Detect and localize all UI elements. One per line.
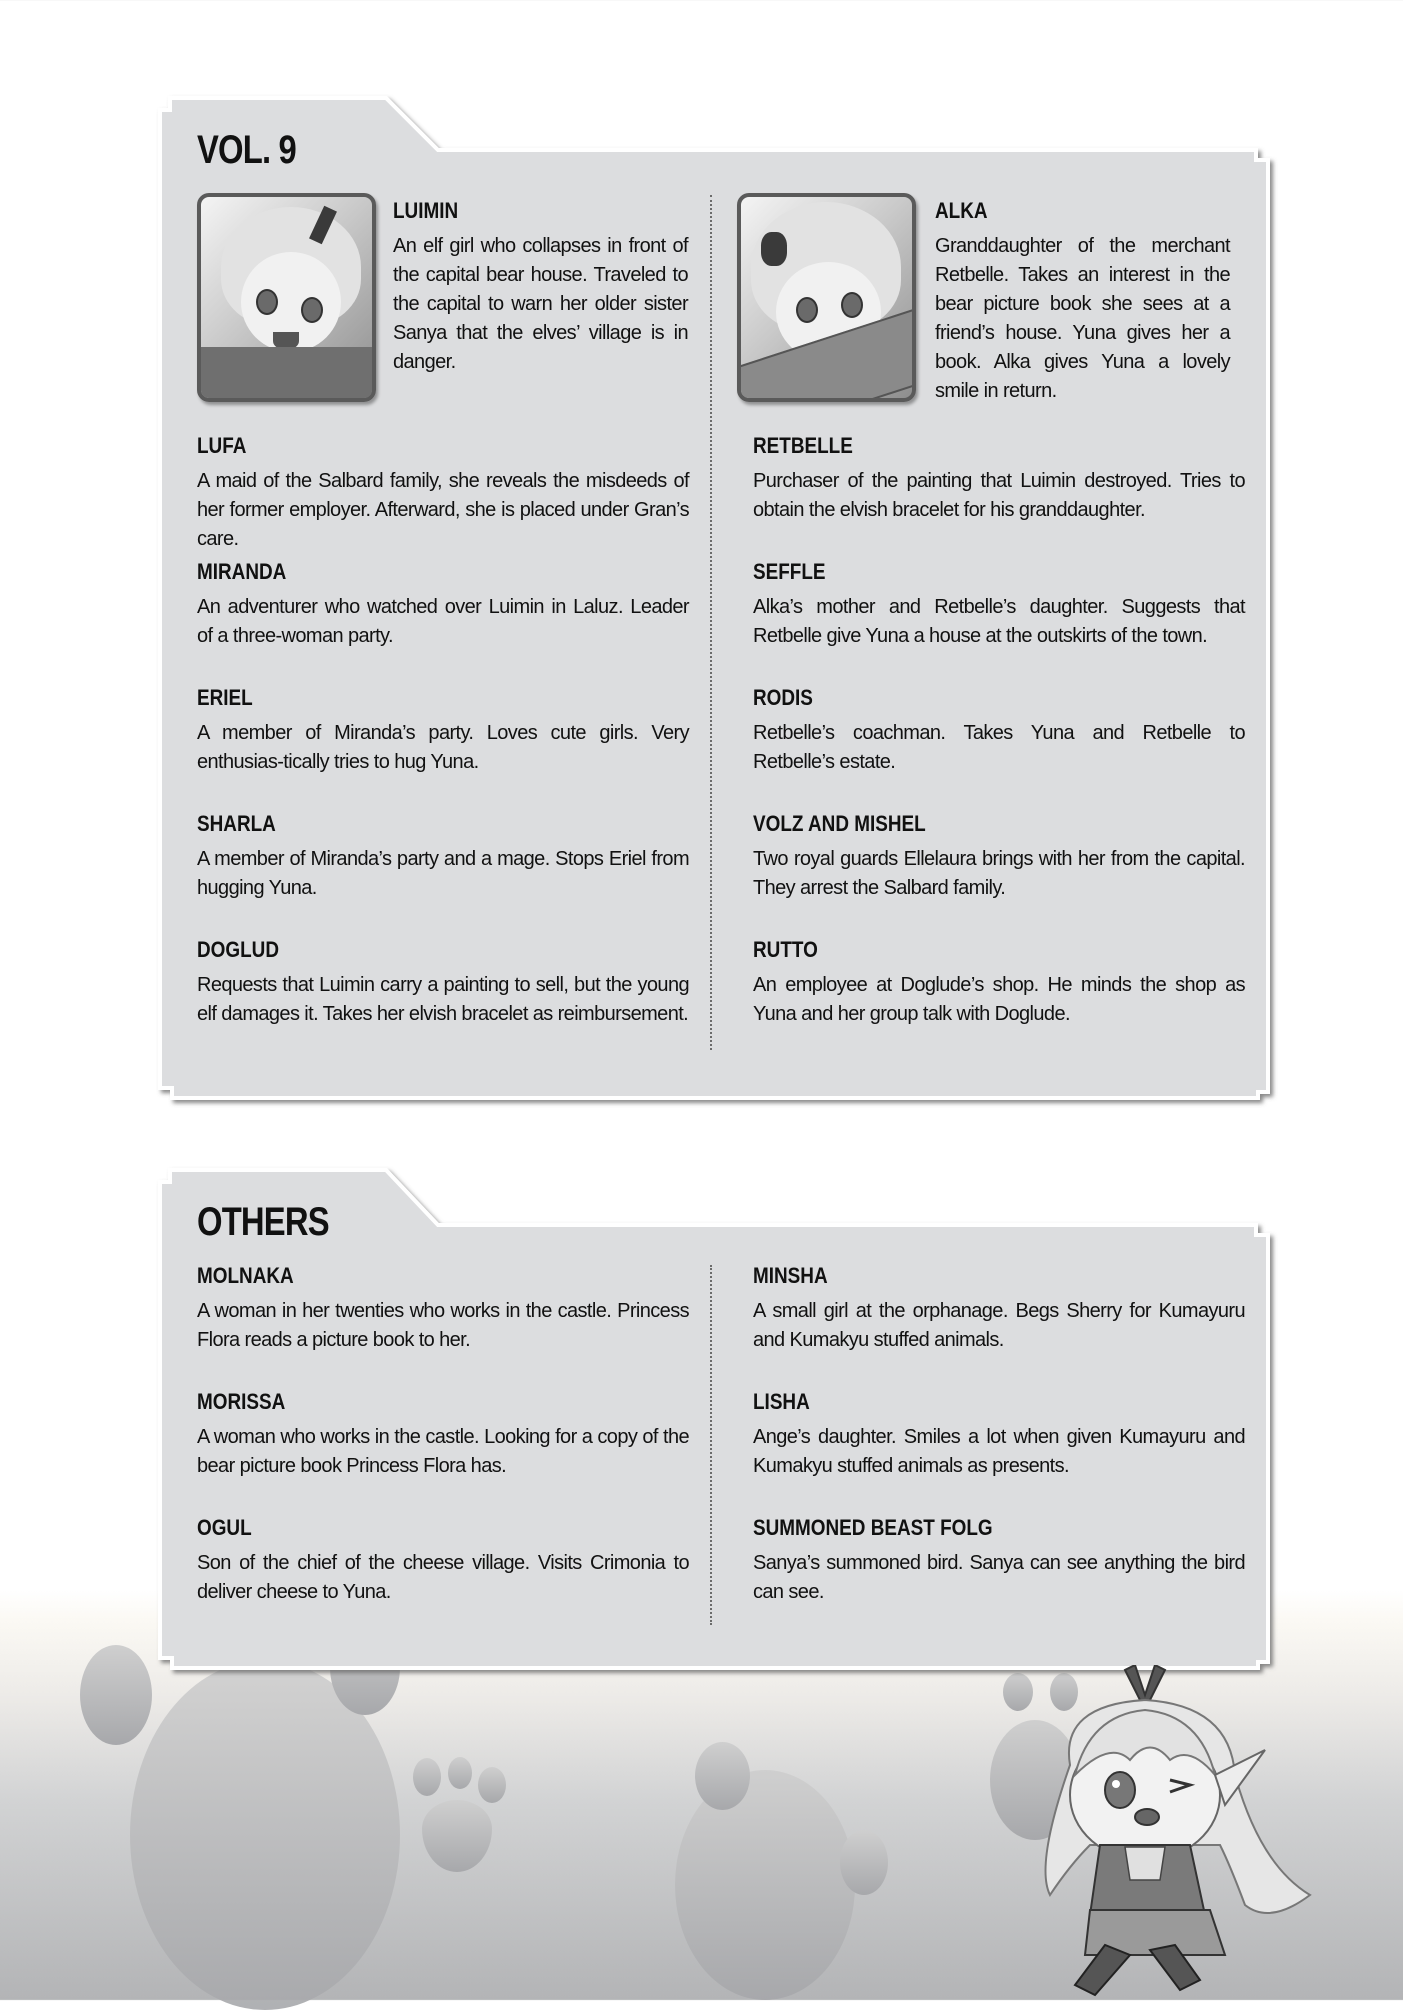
character-name: DOGLUD	[197, 937, 279, 962]
character-name: OGUL	[197, 1515, 252, 1540]
bear-ear-shape	[80, 1645, 152, 1745]
character-name: MOLNAKA	[197, 1263, 294, 1288]
character-entry-seffle	[753, 559, 1245, 685]
character-entry-minsha	[753, 1263, 1245, 1389]
character-description: A maid of the Salbard family, she reveals the misdeeds of her former employer. Afterward, she is placed under Gran’s care.	[197, 470, 689, 550]
character-name: ERIEL	[197, 685, 253, 710]
character-description: Requests that Luimin carry a painting to sell, but the young elf damages it. Takes her elvish bracelet as reimbursement.	[197, 974, 689, 1025]
character-entry-volz-and-mishel	[753, 811, 1245, 937]
character-description: Alka’s mother and Retbelle’s daughter. Suggests that Retbelle give Yuna a house at the outskirts of the town.	[753, 596, 1245, 647]
character-entry-summoned-beast-folg	[753, 1515, 1245, 1641]
chibi-elf-girl-illustration	[1030, 1665, 1330, 2000]
character-name: SEFFLE	[753, 559, 826, 584]
character-name: MORISSA	[197, 1389, 286, 1414]
character-description: An elf girl who collapses in front of the capital bear house. Traveled to the capital to warn her older sister Sanya that the elves’ village is in danger.	[393, 235, 688, 373]
featured-entry-luimin	[393, 198, 688, 377]
character-entry-lufa	[197, 433, 689, 559]
column-divider	[710, 195, 712, 1050]
featured-entry-alka	[935, 198, 1230, 406]
character-description: Purchaser of the painting that Luimin destroyed. Tries to obtain the elvish bracelet for his granddaughter.	[753, 470, 1245, 521]
character-entry-rutto	[753, 937, 1245, 1063]
character-description: A small girl at the orphanage. Begs Sherry for Kumayuru and Kumakyu stuffed animals.	[753, 1300, 1245, 1351]
character-entry-doglud	[197, 937, 689, 1063]
character-description: Ange’s daughter. Smiles a lot when given Kumayuru and Kumakyu stuffed animals as presents.	[753, 1426, 1245, 1477]
character-description: Retbelle’s coachman. Takes Yuna and Retbelle to Retbelle’s estate.	[753, 722, 1245, 773]
section-title: OTHERS	[197, 1200, 329, 1244]
character-name: MINSHA	[753, 1263, 828, 1288]
left-column	[197, 433, 689, 1063]
character-name: LISHA	[753, 1389, 810, 1414]
character-description: Two royal guards Ellelaura brings with her from the capital. They arrest the Salbard family.	[753, 848, 1245, 899]
character-name: MIRANDA	[197, 559, 287, 584]
character-name: RODIS	[753, 685, 813, 710]
character-description: A member of Miranda’s party. Loves cute girls. Very enthusias-tically tries to hug Yuna.	[197, 722, 689, 773]
section-panel-others	[158, 1170, 1270, 1670]
character-entry-miranda	[197, 559, 689, 685]
character-description: A woman in her twenties who works in the castle. Princess Flora reads a picture book to her.	[197, 1300, 689, 1351]
bear-head-silhouette	[675, 1770, 855, 2000]
character-name: RETBELLE	[753, 433, 853, 458]
character-description: A member of Miranda’s party and a mage. Stops Eriel from hugging Yuna.	[197, 848, 689, 899]
character-entry-molnaka	[197, 1263, 689, 1389]
character-name: LUFA	[197, 433, 247, 458]
character-name: LUIMIN	[393, 198, 459, 223]
character-description: An employee at Doglude’s shop. He minds the shop as Yuna and her group talk with Doglude.	[753, 974, 1245, 1025]
character-description: A woman who works in the castle. Looking for a copy of the bear picture book Princess Flora has.	[197, 1426, 689, 1477]
character-description: Sanya’s summoned bird. Sanya can see anything the bird can see.	[753, 1552, 1245, 1603]
character-name: VOLZ AND MISHEL	[753, 811, 926, 836]
section-panel-vol9	[158, 98, 1270, 1098]
alka-portrait	[737, 193, 916, 402]
character-description: Granddaughter of the merchant Retbelle. Takes an interest in the bear picture book she sees at a friend’s house. Yuna gives her a book. Alka gives Yuna a lovely smile in return.	[935, 235, 1230, 402]
right-column	[753, 1263, 1245, 1641]
character-entry-rodis	[753, 685, 1245, 811]
right-column	[753, 433, 1245, 1063]
character-entry-morissa	[197, 1389, 689, 1515]
character-name: SUMMONED BEAST FOLG	[753, 1515, 993, 1540]
character-entry-retbelle	[753, 433, 1245, 559]
character-name: RUTTO	[753, 937, 818, 962]
bear-ear-shape	[840, 1830, 888, 1895]
character-entry-eriel	[197, 685, 689, 811]
left-column	[197, 1263, 689, 1641]
character-name: ALKA	[935, 198, 988, 223]
section-title: VOL. 9	[197, 128, 296, 172]
bear-ear-shape	[695, 1742, 750, 1810]
character-name: SHARLA	[197, 811, 276, 836]
character-entry-sharla	[197, 811, 689, 937]
character-entry-ogul	[197, 1515, 689, 1641]
column-divider	[710, 1265, 712, 1625]
character-description: An adventurer who watched over Luimin in Laluz. Leader of a three-woman party.	[197, 596, 689, 647]
luimin-portrait	[197, 193, 376, 402]
character-entry-lisha	[753, 1389, 1245, 1515]
character-description: Son of the chief of the cheese village. Visits Crimonia to deliver cheese to Yuna.	[197, 1552, 689, 1603]
